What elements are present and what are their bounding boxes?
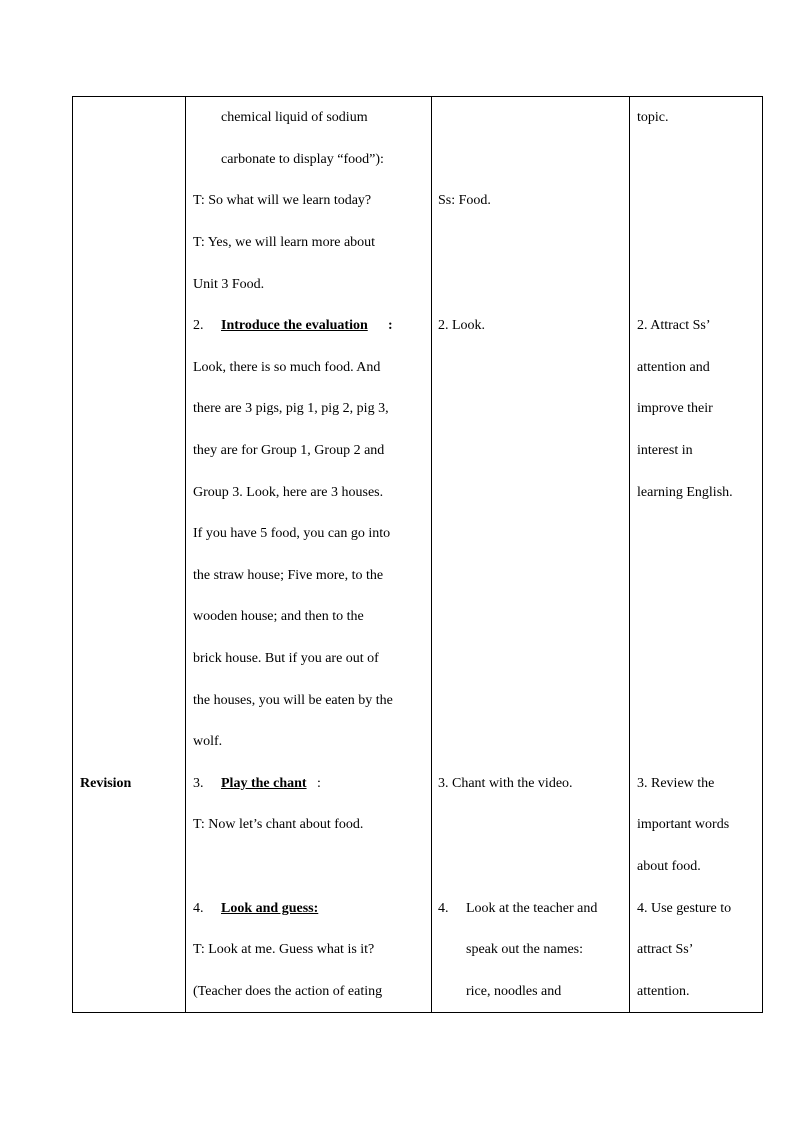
purpose-text-line: attract Ss’: [637, 942, 694, 957]
stage-label: Revision: [80, 776, 132, 791]
teacher-text-line: wooden house; and then to the: [193, 609, 364, 624]
teacher-text-line: there are 3 pigs, pig 1, pig 2, pig 3,: [193, 401, 389, 416]
student-text-line: Look at the teacher and: [466, 901, 598, 916]
item-number: 3.: [193, 776, 204, 791]
teacher-text-line: carbonate to display “food”):: [221, 152, 384, 167]
purpose-text-line: 2. Attract Ss’: [637, 318, 711, 333]
purpose-text-line: 3. Review the: [637, 776, 715, 791]
purpose-text-line: about food.: [637, 859, 701, 874]
item-heading: Play the chant: [221, 776, 307, 791]
teacher-text-line: T: Yes, we will learn more about: [193, 235, 376, 250]
student-text-line: 2. Look.: [438, 318, 486, 333]
column-divider-1: [185, 96, 186, 1012]
teacher-text-line: (Teacher does the action of eating: [193, 984, 383, 999]
purpose-text-line: improve their: [637, 401, 713, 416]
item-number: 4.: [193, 901, 204, 916]
teacher-text-line: brick house. But if you are out of: [193, 651, 379, 666]
purpose-text-line: attention.: [637, 984, 690, 999]
item-number: 2.: [193, 318, 204, 333]
teacher-text-line: Unit 3 Food.: [193, 277, 265, 292]
teacher-text-line: T: Now let’s chant about food.: [193, 817, 364, 832]
teacher-text-line: T: Look at me. Guess what is it?: [193, 942, 375, 957]
teacher-text-line: wolf.: [193, 734, 223, 749]
teacher-text-line: they are for Group 1, Group 2 and: [193, 443, 385, 458]
student-text-line: 3. Chant with the video.: [438, 776, 573, 791]
student-text-line: speak out the names:: [466, 942, 584, 957]
item-heading-colon: :: [317, 776, 321, 791]
purpose-text-line: learning English.: [637, 485, 733, 500]
column-divider-3: [629, 96, 630, 1012]
teacher-text-line: Group 3. Look, here are 3 houses.: [193, 485, 384, 500]
purpose-text-line: interest in: [637, 443, 693, 458]
teacher-text-line: T: So what will we learn today?: [193, 193, 372, 208]
purpose-text-line: topic.: [637, 110, 669, 125]
teacher-text-line: If you have 5 food, you can go into: [193, 526, 391, 541]
purpose-text-line: important words: [637, 817, 730, 832]
purpose-text-line: attention and: [637, 360, 710, 375]
lesson-table: [72, 96, 763, 1013]
teacher-text-line: the houses, you will be eaten by the: [193, 693, 393, 708]
item-heading-colon: :: [388, 318, 393, 333]
purpose-text-line: 4. Use gesture to: [637, 901, 732, 916]
item-heading: Look and guess:: [221, 901, 319, 916]
teacher-text-line: the straw house; Five more, to the: [193, 568, 384, 583]
teacher-text-line: chemical liquid of sodium: [221, 110, 368, 125]
student-text-line: rice, noodles and: [466, 984, 562, 999]
student-item-number: 4.: [438, 901, 449, 916]
item-heading: Introduce the evaluation: [221, 318, 368, 333]
column-divider-2: [431, 96, 432, 1012]
student-text-line: Ss: Food.: [438, 193, 491, 208]
teacher-text-line: Look, there is so much food. And: [193, 360, 381, 375]
